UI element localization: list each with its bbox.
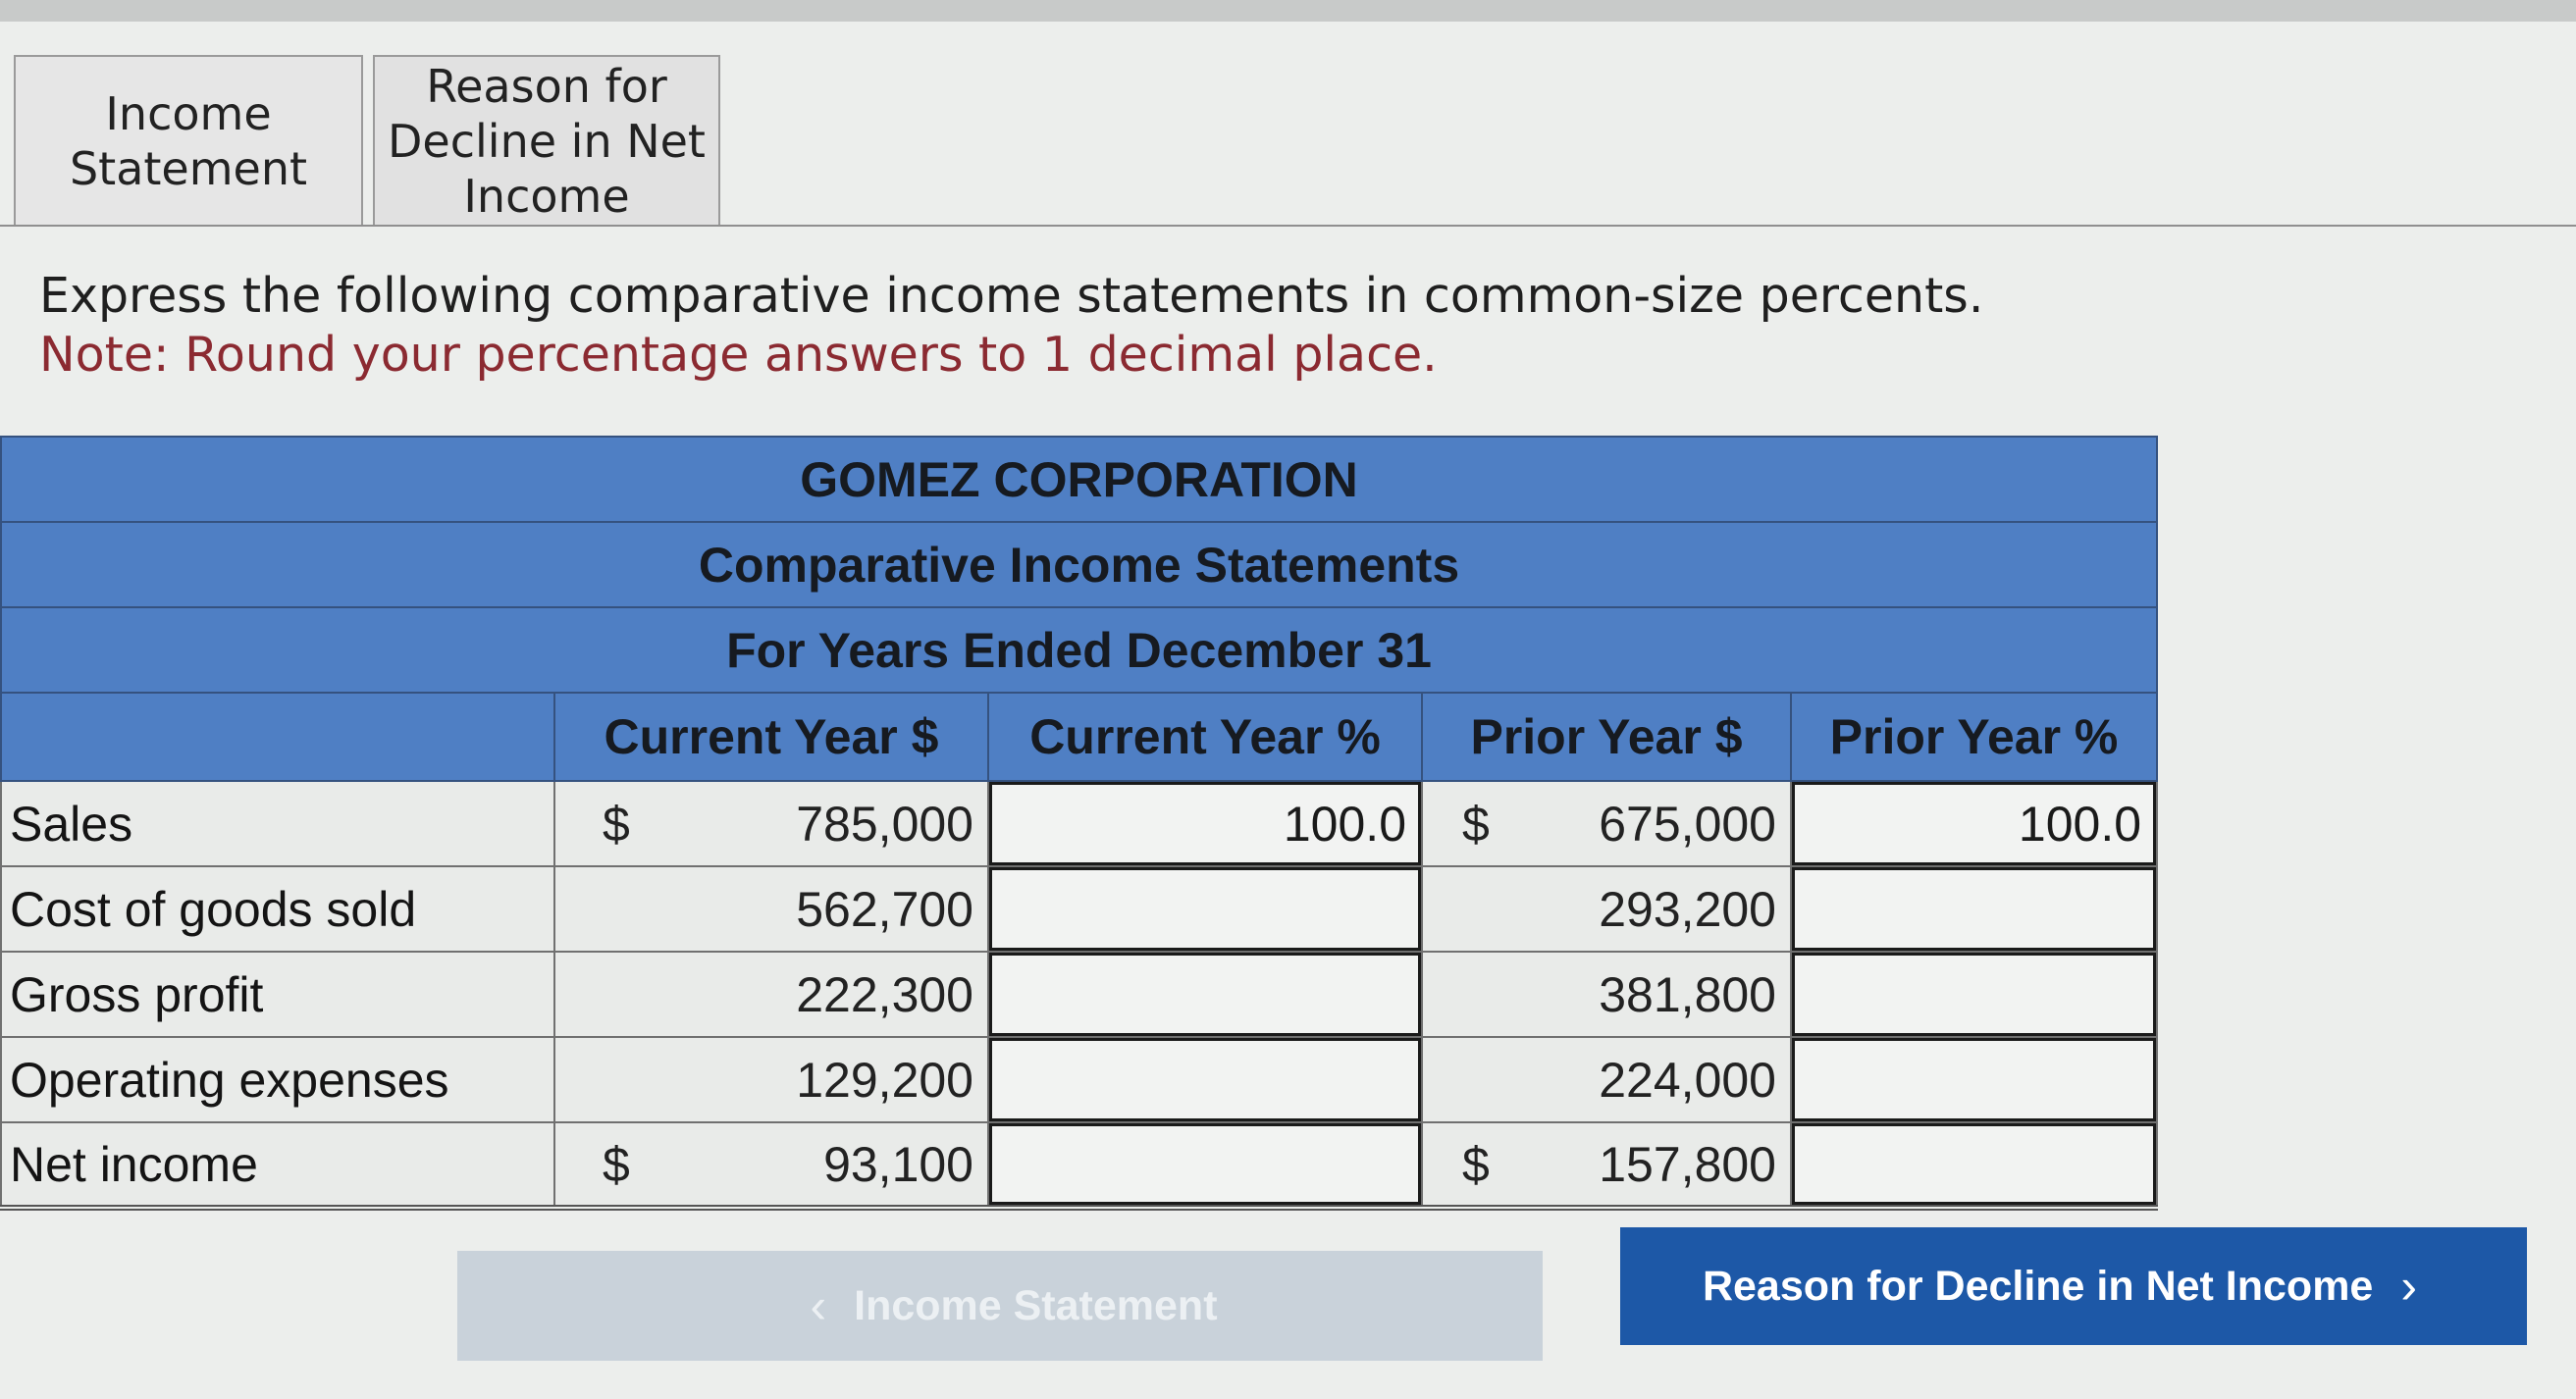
current-year-amount: 785,000 [796,796,973,852]
dollar-sign: $ [1462,796,1490,852]
current-year-percent-input[interactable] [989,867,1421,951]
prior-year-percent-input[interactable] [1792,867,2156,951]
top-band [0,0,2576,22]
prior-year-percent-input[interactable] [1792,953,2156,1036]
tab-bar [14,55,720,226]
tab-divider [0,225,2576,227]
chevron-right-icon: › [2400,1259,2418,1314]
current-year-percent-cell [988,952,1422,1037]
prev-button-label: Income Statement [854,1281,1218,1329]
prior-year-percent-input[interactable] [1792,1038,2156,1121]
current-year-amount: 562,700 [796,881,973,937]
current-year-amount-cell [554,781,988,866]
current-year-percent-cell [988,1037,1422,1122]
dollar-sign: $ [603,1136,630,1192]
prior-year-amount: 381,800 [1599,966,1776,1022]
prior-year-percent-input[interactable] [1792,782,2156,865]
tab-income-statement-label: Income Statement [69,87,308,195]
table-row-gross-profit [1,952,2157,1037]
next-reason-for-decline-button[interactable] [1620,1227,2527,1345]
current-year-percent-cell [988,1122,1422,1208]
current-year-amount-cell [554,952,988,1037]
prior-year-percent-cell [1791,1122,2157,1208]
prior-year-amount-cell [1422,952,1791,1037]
prior-year-amount-cell [1422,1037,1791,1122]
current-year-percent-input[interactable] [989,953,1421,1036]
chevron-left-icon: ‹ [810,1278,827,1333]
col-header-current-dollars: Current Year $ [554,693,988,781]
current-year-amount-cell [554,866,988,952]
prev-income-statement-button[interactable] [457,1251,1543,1361]
prior-year-percent-cell [1791,952,2157,1037]
prior-year-amount: 157,800 [1599,1136,1776,1192]
prior-year-amount-cell [1422,866,1791,952]
table-row-sales [1,781,2157,866]
income-statement-table [0,436,2158,1211]
prior-year-percent-cell [1791,781,2157,866]
row-label: Net income [1,1122,554,1208]
table-row-cost-of-goods-sold [1,866,2157,952]
dollar-sign: $ [1462,1136,1490,1192]
prior-year-amount: 293,200 [1599,881,1776,937]
current-year-percent-input[interactable] [989,782,1421,865]
prior-year-percent-cell [1791,866,2157,952]
row-label: Gross profit [1,952,554,1037]
col-header-prior-percent: Prior Year % [1791,693,2157,781]
current-year-percent-cell [988,866,1422,952]
rounding-note: Note: Round your percentage answers to 1 decimal place. [39,327,1438,383]
statement-title: Comparative Income Statements [1,522,2157,607]
prior-year-percent-cell [1791,1037,2157,1122]
company-name: GOMEZ CORPORATION [1,437,2157,522]
current-year-amount-cell [554,1037,988,1122]
current-year-percent-input[interactable] [989,1038,1421,1121]
row-label: Sales [1,781,554,866]
table-row-operating-expenses [1,1037,2157,1122]
current-year-amount: 93,100 [823,1136,973,1192]
prior-year-percent-input[interactable] [1792,1123,2156,1205]
table-row-net-income [1,1122,2157,1208]
tab-reason-for-decline-label: Reason for Decline in Net Income [388,60,706,223]
label-column-header [1,693,554,781]
prior-year-amount: 675,000 [1599,796,1776,852]
col-header-prior-dollars: Prior Year $ [1422,693,1791,781]
tab-income-statement[interactable] [14,55,363,226]
next-button-label: Reason for Decline in Net Income [1702,1262,2374,1310]
current-year-percent-cell [988,781,1422,866]
instructions-text: Express the following comparative income statements in common-size percents. [39,268,1984,324]
col-header-current-percent: Current Year % [988,693,1422,781]
dollar-sign: $ [603,796,630,852]
current-year-amount: 222,300 [796,966,973,1022]
current-year-amount: 129,200 [796,1052,973,1108]
prior-year-amount: 224,000 [1599,1052,1776,1108]
row-label: Operating expenses [1,1037,554,1122]
tab-reason-for-decline[interactable] [373,55,720,226]
prior-year-amount-cell [1422,1122,1791,1208]
row-label: Cost of goods sold [1,866,554,952]
current-year-percent-input[interactable] [989,1123,1421,1205]
current-year-amount-cell [554,1122,988,1208]
prior-year-amount-cell [1422,781,1791,866]
statement-period: For Years Ended December 31 [1,607,2157,693]
